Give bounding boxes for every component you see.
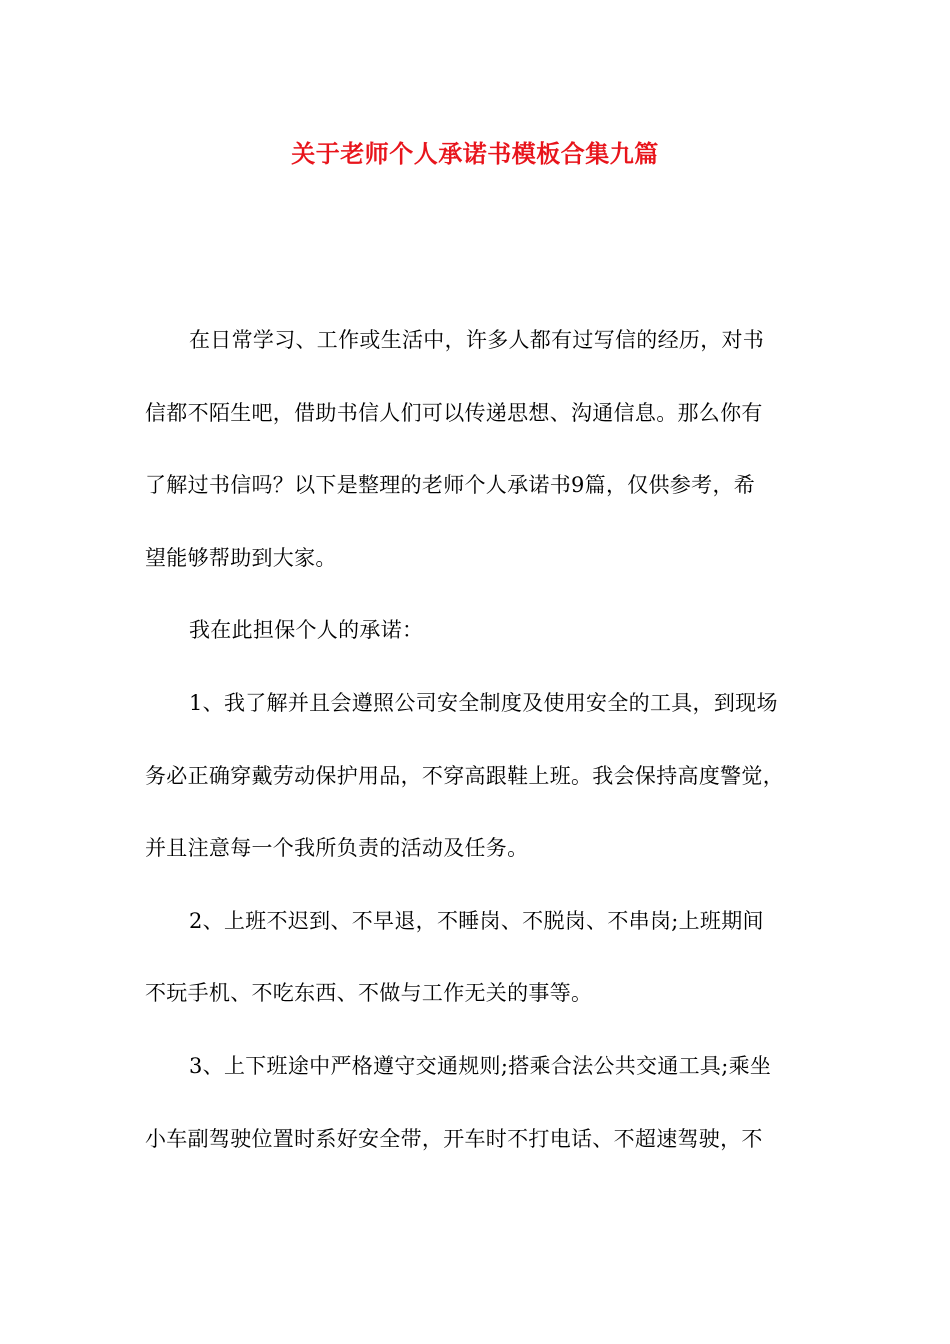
document-body <box>145 320 835 1191</box>
paragraph-line: 了解过书信吗？以下是整理的老师个人承诺书9篇，仅供参考，希 <box>145 473 756 498</box>
paragraph-line: 3、上下班途中严格遵守交通规则;搭乘合法公共交通工具;乘坐 <box>189 1053 772 1078</box>
paragraph-line: 1、我了解并且会遵照公司安全制度及使用安全的工具，到现场 <box>189 690 778 715</box>
paragraph-line: 小车副驾驶位置时系好安全带，开车时不打电话、不超速驾驶，不 <box>145 1126 763 1151</box>
paragraph-line: 望能够帮助到大家。 <box>145 545 337 570</box>
paragraph-line: 2、上班不迟到、不早退，不睡岗、不脱岗、不串岗;上班期间 <box>189 908 764 933</box>
paragraph-line: 不玩手机、不吃东西、不做与工作无关的事等。 <box>145 981 593 1006</box>
paragraph-line: 务必正确穿戴劳动保护用品，不穿高跟鞋上班。我会保持高度警觉， <box>145 763 784 788</box>
paragraph-line: 信都不陌生吧，借助书信人们可以传递思想、沟通信息。那么你有 <box>145 400 763 425</box>
paragraph-line: 并且注意每一个我所负责的活动及任务。 <box>145 836 529 861</box>
paragraph-line: 我在此担保个人的承诺： <box>189 618 424 643</box>
document-title: 关于老师个人承诺书模板合集九篇 <box>291 139 659 168</box>
paragraph-line: 在日常学习、工作或生活中，许多人都有过写信的经历，对书 <box>189 328 765 352</box>
